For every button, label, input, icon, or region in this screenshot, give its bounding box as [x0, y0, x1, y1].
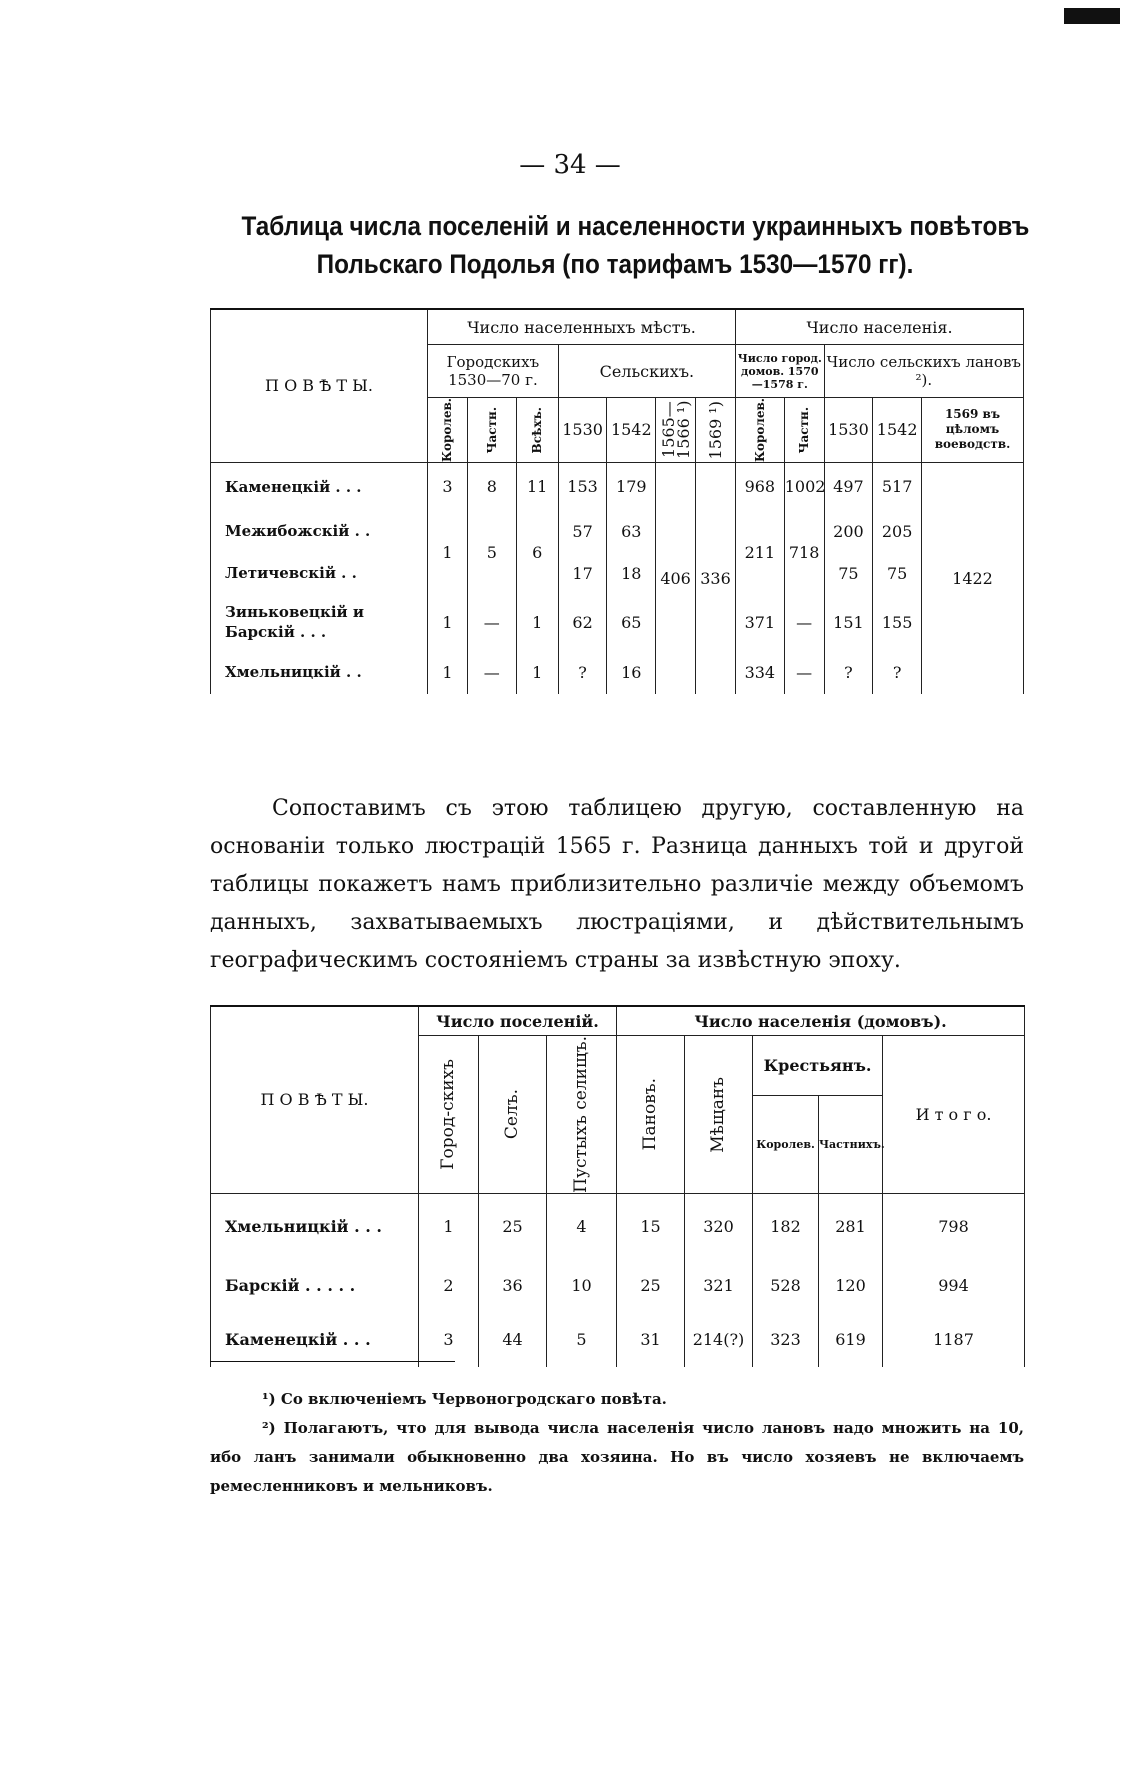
sub-pop-1530: 1530 [824, 398, 873, 463]
merged-1569: 336 [696, 462, 736, 694]
title-line-2: Польскаго Подолья (по тарифамъ 1530—1570 гг). [316, 249, 914, 279]
urban-label: Городскихъ 1530—70 г. [428, 345, 559, 398]
footnote-divider [210, 1361, 455, 1362]
table-lustration-1565 [210, 1005, 1025, 1367]
sub-chast: Частн. [484, 406, 499, 454]
table-row: Хмельницкій . . 1 — 1 ? 16 334 — ? ? [211, 650, 1024, 694]
group-population: Число населенія. [735, 309, 1023, 345]
merged-1565: 406 [656, 462, 696, 694]
sub-pop-chast: Частн. [797, 406, 812, 454]
sub-1569: 1569 ¹) [706, 400, 725, 460]
col-villages: Селъ. [502, 1089, 522, 1140]
col-urban: Город-скихъ [438, 1059, 458, 1170]
col-peasants: Крестьянъ. [753, 1036, 883, 1096]
col-total: И т о г о. [883, 1036, 1025, 1194]
table-row: Межибожскій . . 1 5 6 57 63 211 718 200 205 [211, 510, 1024, 552]
scan-edge-mark [1064, 8, 1120, 24]
sub-pop-1542: 1542 [873, 398, 922, 463]
group-settlements: Число поселеній. [419, 1006, 617, 1036]
table-settlements-population [210, 308, 1024, 694]
town-houses-label: Число город. домов. 1570—1578 г. [735, 345, 824, 398]
table-row: Хмельницкій . . . 1 25 4 15 320 182 281 798 [211, 1193, 1025, 1259]
group-places: Число населенныхъ мѣстъ. [428, 309, 736, 345]
table-row: Каменецкій . . . 3 44 5 31 214(?) 323 619 1187 [211, 1311, 1025, 1367]
col-povety: П О В Ѣ Т Ы. [211, 309, 428, 462]
col-burghers: Мѣщанъ [708, 1076, 728, 1153]
sub-1565: 1565—1566 ¹) [658, 400, 693, 460]
page-title [241, 207, 1030, 283]
merged-total-1569: 1422 [922, 462, 1024, 694]
col-pans: Пановъ. [640, 1078, 660, 1151]
col-peasants-korol: Королев. [753, 1096, 819, 1194]
footnotes [210, 1385, 1024, 1501]
footnote-1: ¹) Со включеніемъ Червоногродскаго повѣта. [262, 1390, 667, 1408]
table-row: Барскій . . . . . 2 36 10 25 321 528 120 994 [211, 1259, 1025, 1311]
title-line-1: Таблица числа поселеній и населенности украинныхъ повѣтовъ [241, 211, 1030, 241]
rural-lans-label: Число сельскихъ лановъ ²). [824, 345, 1023, 398]
col-povety-2: П О В Ѣ Т Ы. [211, 1006, 419, 1193]
sub-pop-1569: 1569 въ цѣломъ воеводств. [922, 398, 1024, 463]
table-row: Летичевскій . . 17 18 75 75 [211, 552, 1024, 594]
table-row: Зиньковецкій и Барскій . . . 1 — 1 62 65 371 — 151 155 [211, 594, 1024, 650]
rural-label: Сельскихъ. [558, 345, 735, 398]
sub-vsego: Всѣхъ. [530, 406, 545, 454]
sub-pop-korol: Королев. [752, 398, 767, 462]
col-peasants-chast: Частнихъ. [819, 1096, 883, 1194]
page-number: — 34 — [519, 150, 621, 180]
footnote-2: ²) Полагаютъ, что для вывода числа населенія число лановъ надо множить на 10, ибо ланъ занимали обыкновенно два хозяина. Но въ число хозяевъ не включаемъ ремесленниковъ и мельниковъ. [210, 1419, 1024, 1495]
body-paragraph: Сопоставимъ съ этою таблицею другую, составленную на основаніи только люстрацій 1565 г. Разница данныхъ той и другой таблицы покажетъ намъ приблизительно различіе между объемомъ данныхъ, захватываемыхъ люстраціями, и дѣйствительнымъ географическимъ состояніемъ страны за извѣстную эпоху. [210, 796, 1024, 973]
table-row: Каменецкій . . . 3 8 11 153 179 406 336 968 1002 497 517 1422 [211, 462, 1024, 510]
sub-korol: Королев. [440, 398, 455, 462]
sub-1530: 1530 [558, 398, 607, 463]
col-empty: Пустыхъ селищъ. [571, 1036, 591, 1193]
sub-1542: 1542 [607, 398, 656, 463]
group-population-2: Число населенія (домовъ). [617, 1006, 1025, 1036]
